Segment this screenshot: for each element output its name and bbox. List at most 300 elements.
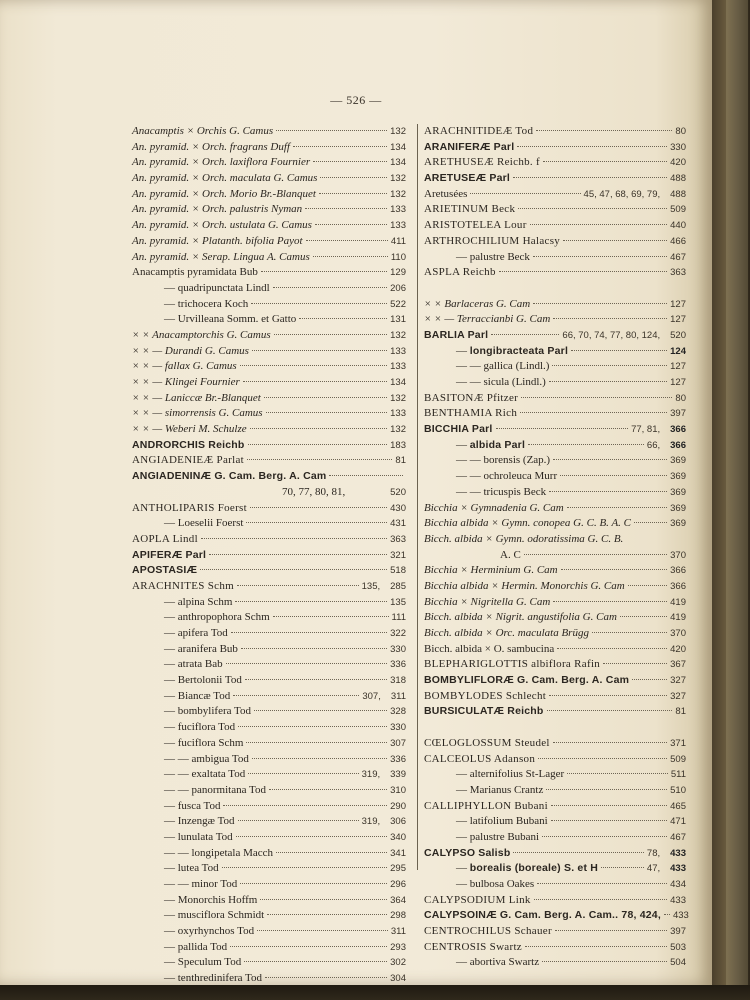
entry-dash: —: [164, 830, 178, 843]
entry-name: ochroleuca Murr: [483, 470, 558, 483]
index-entry: [132, 752, 406, 768]
entry-page: 369: [670, 455, 686, 467]
dot-leader: [549, 491, 667, 492]
dot-leader: [267, 914, 387, 915]
index-entry: [424, 391, 686, 407]
entry-name: ARACHNITES Schm: [132, 579, 234, 592]
index-entry: [132, 767, 406, 783]
entry-dash: — —: [164, 783, 192, 796]
entry-name: alternifolius St-Lager: [469, 768, 565, 781]
entry-page: 370: [670, 549, 686, 561]
dot-leader: [561, 569, 668, 570]
dot-leader: [240, 365, 387, 366]
entry-page: 488: [670, 188, 686, 200]
entry-page: 431: [390, 518, 406, 530]
dot-leader: [306, 240, 388, 241]
index-entry: [132, 422, 406, 438]
entry-dash: — —: [164, 752, 192, 765]
index-entry: [132, 940, 406, 956]
index-entry: [424, 171, 686, 187]
index-entry: [424, 265, 686, 281]
entry-dash: —: [164, 956, 178, 969]
entry-page: 327: [670, 675, 686, 687]
entry-page: 327: [670, 690, 686, 702]
entry-page: 132: [390, 392, 406, 404]
dot-leader: [266, 412, 388, 413]
entry-name: lunulata Tod: [177, 830, 233, 843]
entry-page: 433: [672, 910, 689, 922]
index-entry: [132, 908, 406, 924]
entry-name: Speculum Tod: [177, 956, 242, 969]
index-entry: [424, 940, 686, 956]
index-entry: [132, 202, 406, 218]
index-entry: [424, 124, 686, 140]
index-entry: [132, 861, 406, 877]
entry-name: sicula (Lindl.): [483, 376, 546, 388]
entry-page: 433: [670, 894, 686, 906]
entry-page: 183: [390, 439, 406, 451]
index-entry: [132, 579, 406, 595]
index-entry: [132, 799, 406, 815]
entry-name: tricuspis Beck: [483, 485, 547, 498]
entry-page: 310: [390, 784, 406, 796]
entry-name: BICCHIA Parl: [424, 423, 493, 436]
dot-leader: [251, 303, 387, 304]
entry-dash: —: [164, 642, 178, 655]
entry-name: BOMBYLIFLORÆ G. Cam. Berg. A. Cam: [424, 674, 630, 687]
entry-name: oxyrhynchos Tod: [177, 925, 255, 938]
index-entry: [132, 814, 406, 830]
dot-leader: [313, 161, 387, 162]
entry-page: 135: [390, 596, 406, 608]
entry-page: 304: [390, 973, 406, 985]
entry-name: Bicchia × Nigritella G. Cam: [424, 595, 551, 608]
entry-page: 430: [390, 502, 406, 514]
dot-leader: [248, 773, 358, 774]
dot-leader: [551, 805, 667, 806]
entry-page: 371: [670, 737, 686, 749]
dot-leader: [628, 585, 667, 586]
entry-page: 339: [390, 769, 406, 781]
entry-page: 511: [670, 769, 686, 781]
book-spine: [712, 0, 750, 1000]
entry-name: fuciflora Tod: [177, 721, 236, 734]
entry-page: 363: [670, 267, 686, 279]
index-entry: [132, 281, 406, 297]
index-entry: [424, 155, 686, 171]
index-entry: [424, 469, 686, 485]
entry-name: Bicchia × Gymnadenia G. Cam: [424, 501, 564, 514]
entry-dash: — —: [456, 454, 484, 467]
dot-leader: [247, 459, 392, 460]
entry-page: 366: [670, 565, 686, 577]
page-bottom-edge: [0, 985, 750, 1000]
entry-dash: — —: [164, 878, 192, 890]
entry-name: Aretusées: [424, 187, 468, 200]
entry-page: 330: [390, 722, 406, 734]
entry-name: ARETUSEÆ Parl: [424, 172, 511, 185]
entry-dash: —: [164, 972, 178, 985]
entry-name: Bicchia albida × Hermin. Monorchis G. Cam: [424, 579, 625, 592]
entry-dash: —: [164, 893, 178, 906]
dot-leader: [560, 475, 667, 476]
dot-leader: [537, 883, 667, 884]
index-entry: [424, 563, 686, 579]
entry-page: 302: [390, 957, 406, 969]
entry-page: 419: [670, 596, 686, 608]
entry-dash: —: [164, 736, 178, 749]
index-entry: [424, 485, 686, 501]
entry-name: lutea Tod: [177, 862, 219, 875]
entry-page: 440: [670, 220, 686, 232]
entry-name: CENTROCHILUS Schauer: [424, 925, 552, 938]
dot-leader: [200, 569, 387, 570]
index-entry: [132, 783, 406, 799]
index-entry: [132, 218, 406, 234]
index-entry: [132, 375, 406, 391]
entry-page: 509: [670, 753, 686, 765]
index-entry: [424, 453, 686, 469]
dot-leader: [530, 224, 667, 225]
entry-name: 70, 77, 80, 81,: [282, 485, 346, 498]
entry-name: BARLIA Parl: [424, 328, 489, 341]
entry-page: 471: [670, 816, 686, 828]
entry-name: Bicchia × Herminium G. Cam: [424, 564, 558, 577]
index-column-left: [132, 124, 406, 987]
index-entry: [132, 124, 406, 140]
entry-page: 133: [390, 361, 406, 373]
entry-page: 369: [670, 518, 686, 530]
entry-page: 131: [390, 314, 406, 326]
dot-leader: [620, 616, 667, 617]
dot-leader: [260, 899, 387, 900]
entry-name: CALLIPHYLLON Bubani: [424, 799, 548, 812]
entry-page: 509: [670, 204, 686, 216]
index-entry: [424, 297, 686, 313]
index-entry: [424, 861, 686, 877]
index-entry: [132, 673, 406, 689]
index-entry: [132, 893, 406, 909]
entry-page: 336: [390, 659, 406, 671]
dot-leader: [209, 554, 387, 555]
entry-page: 397: [670, 926, 686, 938]
index-entry: [132, 720, 406, 736]
entry-name: quadripunctata Lindl: [177, 281, 270, 294]
entry-dash: —: [164, 313, 178, 326]
index-entry: [132, 297, 406, 313]
dot-leader: [305, 208, 387, 209]
index-entry: [424, 234, 686, 250]
dot-leader: [549, 381, 667, 382]
entry-page: 411: [390, 235, 406, 247]
entry-page: 134: [390, 141, 406, 153]
dot-leader: [542, 836, 667, 837]
dot-leader: [235, 601, 387, 602]
entry-page: 111: [391, 612, 406, 624]
entry-name: palustre Bubani: [469, 830, 540, 843]
index-entry: [132, 140, 406, 156]
index-entry: [132, 516, 406, 532]
entry-page: 520: [390, 486, 406, 498]
entry-name: × × Barlaceras G. Cam: [424, 297, 531, 310]
entry-page: 522: [390, 298, 406, 310]
dot-leader: [547, 710, 673, 711]
entry-name: pallida Tod: [177, 940, 228, 953]
index-entry: [424, 406, 686, 422]
index-entry: [132, 642, 406, 658]
entry-page: 132: [390, 126, 406, 137]
entry-name: CENTROSIS Swartz: [424, 940, 522, 953]
dot-leader: [551, 820, 667, 821]
index-entry: [132, 736, 406, 752]
index-entry: [424, 595, 686, 611]
index-entry: [424, 610, 686, 626]
index-entry: [424, 579, 686, 595]
index-entry: [424, 657, 686, 673]
entry-page: 127: [670, 377, 686, 388]
entry-page: 132: [390, 329, 406, 341]
dot-leader: [226, 663, 387, 664]
dot-leader: [521, 397, 672, 398]
entry-name: AOPLA Lindl: [132, 532, 198, 545]
dot-leader: [246, 742, 387, 743]
entry-dash: —: [164, 721, 178, 734]
entry-name: abortiva Swartz: [469, 956, 540, 969]
entry-name: An. pyramid. × Platanth. bifolia Payot: [132, 234, 303, 247]
entry-name: × × — fallax G. Camus: [132, 360, 237, 373]
entry-dash: — —: [456, 485, 484, 498]
dot-leader: [264, 397, 387, 398]
entry-name: × × — Terraccianbi G. Cam: [424, 313, 551, 326]
index-entry: [132, 955, 406, 971]
index-entry: [424, 140, 686, 156]
entry-dash: —: [164, 297, 178, 310]
dot-leader: [525, 946, 667, 947]
entry-page: 134: [390, 377, 406, 388]
entry-page: 330: [670, 141, 686, 153]
entry-name: Anacamptis pyramidata Bub: [132, 266, 258, 279]
entry-page: 467: [670, 831, 686, 843]
entry-dash: — —: [456, 470, 484, 483]
entry-pages-extra: 77, 81,: [631, 424, 661, 436]
dot-leader: [273, 616, 389, 617]
entry-name: Anacamptis × Orchis G. Camus: [132, 125, 274, 137]
dot-leader: [276, 130, 387, 131]
dot-leader: [517, 146, 667, 147]
index-entry: [132, 250, 406, 266]
entry-name: × × — simorrensis G. Camus: [132, 407, 263, 420]
entry-name: ASPLA Reichb: [424, 266, 496, 279]
entry-page: 434: [670, 879, 686, 890]
index-entry: [132, 830, 406, 846]
index-entry: [424, 924, 686, 940]
entry-page: 420: [670, 643, 686, 655]
entry-name: Bicch. albida × O. sambucina: [424, 642, 555, 655]
entry-name: exaltata Tod: [191, 768, 246, 781]
dot-leader: [557, 648, 667, 649]
column-divider: [417, 124, 418, 870]
dot-leader: [549, 695, 667, 696]
entry-page: 133: [390, 408, 406, 420]
entry-page: 81: [675, 706, 686, 718]
entry-name: BENTHAMIA Rich: [424, 407, 518, 420]
dot-leader: [265, 977, 387, 978]
dot-leader: [230, 946, 387, 947]
entry-page: 366: [670, 439, 686, 451]
entry-page: 285: [390, 580, 406, 592]
entry-page: 133: [390, 220, 406, 232]
entry-name: fuciflora Schm: [177, 736, 244, 749]
index-entry: [132, 626, 406, 642]
entry-dash: —: [164, 517, 178, 530]
entry-page: 306: [390, 816, 406, 828]
entry-name: × × — Klingei Fournier: [132, 376, 240, 388]
index-entry: [424, 704, 686, 720]
entry-name: CALCEOLUS Adanson: [424, 752, 536, 765]
entry-name: ARACHNITIDEÆ Tod: [424, 125, 534, 137]
entry-page: 311: [390, 690, 406, 702]
entry-dash: —: [456, 438, 470, 451]
index-entry: [132, 328, 406, 344]
entry-name: ARIETINUM Beck: [424, 203, 516, 216]
entry-name: Bicch. albida × Nigrit. angustifolia G. Cam: [424, 611, 617, 624]
entry-dash: —: [456, 956, 470, 969]
index-entry: [424, 736, 686, 752]
dot-leader: [553, 318, 667, 319]
index-entry: [424, 673, 686, 689]
entry-name: CALYPSOINÆ G. Cam. Berg. A. Cam.. 78, 424,: [424, 909, 661, 922]
index-entry: [132, 359, 406, 375]
dot-leader: [237, 585, 359, 586]
entry-page: 206: [390, 282, 406, 294]
index-entry: [424, 359, 686, 375]
index-entry: [132, 704, 406, 720]
entry-page: 366: [670, 580, 686, 592]
index-entry: [424, 328, 686, 344]
entry-name: Loeselii Foerst: [177, 517, 244, 530]
dot-leader: [315, 224, 387, 225]
entry-name: Biancæ Tod: [177, 689, 231, 702]
dot-leader: [241, 648, 387, 649]
entry-page: 134: [390, 157, 406, 169]
entry-page: 307: [390, 737, 406, 749]
entry-page: 503: [670, 941, 686, 953]
entry-name: Bicch. albida × Orc. maculata Brügg: [424, 627, 589, 639]
entry-name: bulbosa Oakes: [469, 878, 535, 890]
entry-name: longipetala Macch: [191, 846, 274, 859]
entry-pages-extra: 47,: [646, 863, 661, 875]
index-entry: [424, 202, 686, 218]
entry-dash: —: [164, 595, 178, 608]
index-entry: [132, 406, 406, 422]
dot-leader: [567, 507, 667, 508]
index-entry: [132, 924, 406, 940]
index-entry: [424, 344, 686, 360]
entry-dash: —: [164, 674, 178, 687]
entry-page: 298: [390, 910, 406, 922]
index-entry: [424, 422, 686, 438]
entry-dash: — —: [164, 846, 192, 859]
entry-name: borensis (Zap.): [483, 454, 551, 467]
entry-name: An. pyramid. × Orch. laxiflora Fournier: [132, 156, 311, 169]
dot-leader: [520, 412, 667, 413]
entry-name: Monorchis Hoffm: [177, 893, 258, 906]
entry-page: 488: [670, 173, 686, 185]
entry-name: A. C: [500, 548, 521, 561]
dot-leader: [491, 334, 559, 335]
dot-leader: [518, 208, 667, 209]
dot-leader: [319, 193, 387, 194]
entry-name: ARANIFERÆ Parl: [424, 140, 515, 153]
dot-leader: [245, 679, 387, 680]
entry-name: Bicch. albida × Gymn. odoratissima G. C. B.: [424, 532, 624, 545]
entry-page: 81: [395, 455, 406, 467]
dot-leader: [313, 256, 388, 257]
dot-leader: [257, 930, 388, 931]
entry-page: 129: [390, 267, 406, 279]
entry-name: bombylifera Tod: [177, 705, 252, 718]
dot-leader: [244, 961, 387, 962]
entry-page: 419: [670, 612, 686, 624]
entry-dash: —: [164, 940, 178, 953]
entry-page: 433: [670, 863, 686, 875]
entry-page: 397: [670, 408, 686, 420]
index-entry: [132, 438, 406, 454]
entry-page: 293: [390, 941, 406, 953]
entry-pages-extra: 319,: [361, 769, 381, 781]
entry-name: alpina Schm: [177, 595, 233, 608]
dot-leader: [543, 161, 667, 162]
entry-page: 369: [670, 486, 686, 498]
entry-page: 132: [390, 188, 406, 200]
entry-page: 370: [670, 628, 686, 639]
entry-name: ARISTOTELEA Lour: [424, 219, 527, 232]
dot-leader: [231, 632, 387, 633]
dot-leader: [571, 350, 667, 351]
dot-leader: [592, 632, 667, 633]
dot-leader: [632, 679, 667, 680]
dot-leader: [563, 240, 667, 241]
entry-page: 330: [390, 643, 406, 655]
index-entry: [424, 501, 686, 517]
entry-name: borealis (boreale) S. et H: [469, 862, 599, 875]
entry-name: Inzengæ Tod: [177, 815, 235, 828]
entry-page: 433: [670, 847, 686, 859]
dot-leader: [240, 883, 387, 884]
entry-page: 510: [670, 784, 686, 796]
entry-name: tenthredinifera Tod: [177, 972, 262, 985]
entry-name: ANGIADENIEÆ Parlat: [132, 454, 245, 467]
entry-page: 364: [390, 894, 406, 906]
dot-leader: [299, 318, 387, 319]
dot-leader: [329, 475, 403, 476]
entry-name: An. pyramid. × Orch. Morio Br.-Blanquet: [132, 187, 316, 200]
entry-name: palustre Beck: [469, 250, 530, 263]
index-entry: [424, 767, 686, 783]
entry-pages-extra: 135,: [361, 580, 381, 592]
entry-name: An. pyramid. × Orch. fragrans Duff: [132, 140, 290, 153]
entry-name: ANDRORCHIS Reichb: [132, 438, 245, 451]
entry-dash: —: [164, 705, 178, 718]
entry-page: 518: [390, 565, 406, 577]
index-entry: [132, 155, 406, 171]
index-entry: [132, 689, 406, 705]
entry-page: 110: [390, 251, 406, 263]
entry-page: 80: [675, 392, 686, 404]
entry-pages-extra: 66,: [646, 439, 661, 451]
dot-leader: [273, 287, 387, 288]
entry-dash: —: [456, 250, 470, 263]
